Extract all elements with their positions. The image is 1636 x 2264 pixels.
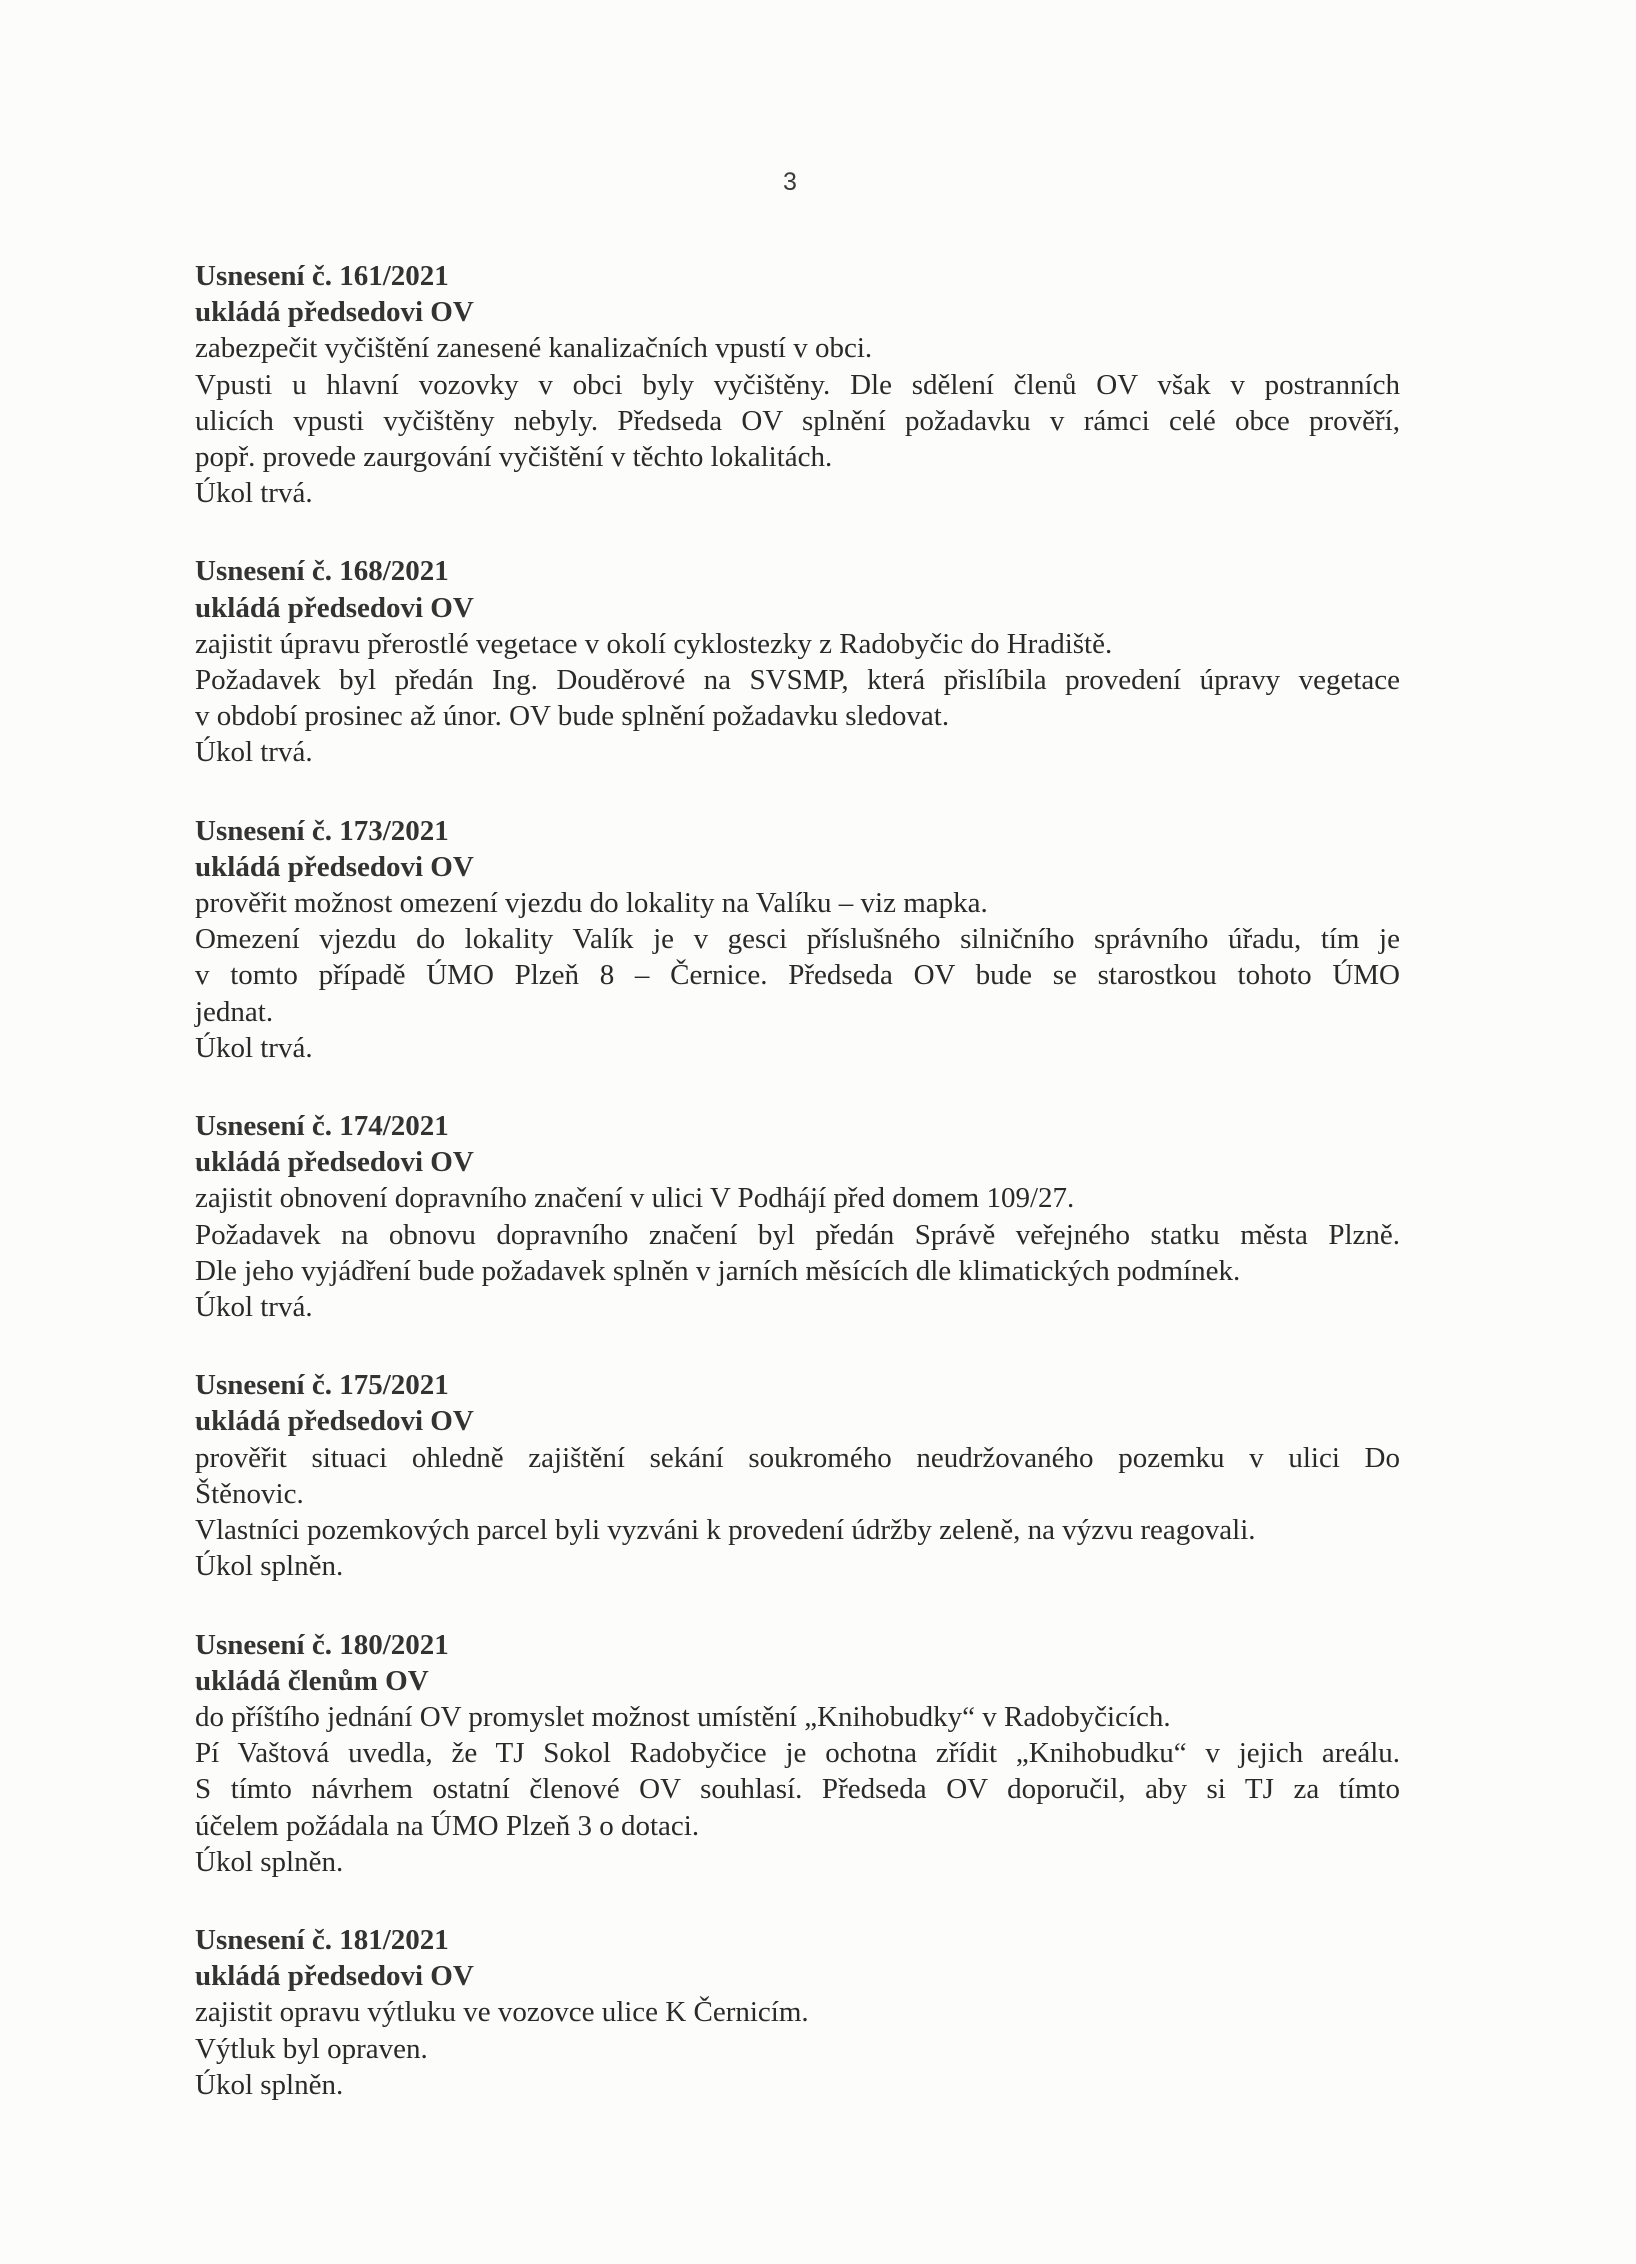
resolution-text-line: Štěnovic. bbox=[195, 1477, 304, 1510]
resolutions-list bbox=[195, 258, 1400, 2145]
resolution-text-line: Úkol splněn. bbox=[195, 2068, 344, 2101]
resolution-block bbox=[195, 1108, 1400, 1325]
resolution-text-line: Úkol trvá. bbox=[195, 736, 313, 769]
resolution-block bbox=[195, 813, 1400, 1066]
resolution-text-line: S tímto návrhem ostatní členové OV souhlasí. Předseda OV doporučil, aby si TJ za tímto bbox=[195, 1773, 1400, 1806]
resolution-text-line: Požadavek byl předán Ing. Douděrové na SVSMP, která přislíbila provedení úpravy vegetace bbox=[195, 664, 1400, 697]
resolution-directive: ukládá předsedovi OV bbox=[195, 591, 474, 624]
resolution-text-line: Výtluk byl opraven. bbox=[195, 2032, 428, 2065]
resolution-text-line: zajistit opravu výtluku ve vozovce ulice K Černicím. bbox=[195, 1996, 809, 2029]
resolution-directive: ukládá předsedovi OV bbox=[195, 296, 474, 329]
resolution-text-line: ulicích vpusti vyčištěny nebyly. Předseda OV splnění požadavku v rámci celé obce prověří, bbox=[195, 404, 1400, 437]
resolution-text-line: Úkol splněn. bbox=[195, 1845, 344, 1878]
resolution-text-line: Dle jeho vyjádření bude požadavek splněn v jarních měsících dle klimatických podmínek. bbox=[195, 1254, 1241, 1287]
resolution-number: Usnesení č. 173/2021 bbox=[195, 814, 449, 847]
resolution-text-line: jednat. bbox=[195, 995, 274, 1028]
resolution-number: Usnesení č. 180/2021 bbox=[195, 1628, 449, 1661]
resolution-directive: ukládá předsedovi OV bbox=[195, 1960, 474, 1993]
resolution-block bbox=[195, 258, 1400, 511]
resolution-text-line: Úkol trvá. bbox=[195, 477, 313, 510]
page-number: 3 bbox=[783, 168, 797, 196]
resolution-text-line: Úkol trvá. bbox=[195, 1291, 313, 1324]
resolution-text-line: zajistit úpravu přerostlé vegetace v okolí cyklostezky z Radobyčic do Hradiště. bbox=[195, 627, 1113, 660]
resolution-text-line: v tomto případě ÚMO Plzeň 8 – Černice. Předseda OV bude se starostkou tohoto ÚMO bbox=[195, 959, 1400, 992]
resolution-text-line: Vlastníci pozemkových parcel byli vyzváni k provedení údržby zeleně, na výzvu reagovali. bbox=[195, 1514, 1256, 1547]
resolution-text-line: účelem požádala na ÚMO Plzeň 3 o dotaci. bbox=[195, 1809, 700, 1842]
resolution-text-line: Pí Vaštová uvedla, že TJ Sokol Radobyčice je ochotna zřídit „Knihobudku“ v jejich areálu. bbox=[195, 1737, 1400, 1770]
resolution-text-line: do příštího jednání OV promyslet možnost umístění „Knihobudky“ v Radobyčicích. bbox=[195, 1700, 1171, 1733]
resolution-number: Usnesení č. 175/2021 bbox=[195, 1369, 449, 1402]
resolution-number: Usnesení č. 161/2021 bbox=[195, 260, 449, 292]
resolution-text-line: Úkol trvá. bbox=[195, 1031, 313, 1064]
resolution-text-line: popř. provede zaurgování vyčištění v těchto lokalitách. bbox=[195, 441, 833, 474]
resolution-directive: ukládá členům OV bbox=[195, 1664, 429, 1697]
resolution-text-line: Omezení vjezdu do lokality Valík je v gesci příslušného silničního správního úřadu, tím je bbox=[195, 923, 1400, 956]
resolution-block bbox=[195, 1627, 1400, 1880]
resolution-text-line: Vpusti u hlavní vozovky v obci byly vyčištěny. Dle sdělení členů OV však v postranních bbox=[195, 368, 1400, 401]
resolution-text-line: prověřit možnost omezení vjezdu do lokality na Valíku – viz mapka. bbox=[195, 887, 988, 920]
resolution-block bbox=[195, 553, 1400, 770]
resolution-text-line: Úkol splněn. bbox=[195, 1550, 344, 1583]
resolution-text-line: v období prosinec až únor. OV bude splnění požadavku sledovat. bbox=[195, 700, 950, 733]
resolution-directive: ukládá předsedovi OV bbox=[195, 1146, 474, 1179]
resolution-text-line: prověřit situaci ohledně zajištění sekání soukromého neudržovaného pozemku v ulici Do bbox=[195, 1441, 1400, 1474]
resolution-number: Usnesení č. 181/2021 bbox=[195, 1923, 449, 1956]
resolution-block bbox=[195, 1367, 1400, 1584]
resolution-block bbox=[195, 1922, 1400, 2103]
resolution-directive: ukládá předsedovi OV bbox=[195, 850, 474, 883]
resolution-text-line: zabezpečit vyčištění zanesené kanalizačních vpustí v obci. bbox=[195, 332, 873, 365]
resolution-text-line: zajistit obnovení dopravního značení v ulici V Podhájí před domem 109/27. bbox=[195, 1182, 1075, 1215]
resolution-directive: ukládá předsedovi OV bbox=[195, 1405, 474, 1438]
resolution-text-line: Požadavek na obnovu dopravního značení byl předán Správě veřejného statku města Plzně. bbox=[195, 1218, 1400, 1251]
resolution-number: Usnesení č. 168/2021 bbox=[195, 555, 449, 588]
resolution-number: Usnesení č. 174/2021 bbox=[195, 1110, 449, 1143]
